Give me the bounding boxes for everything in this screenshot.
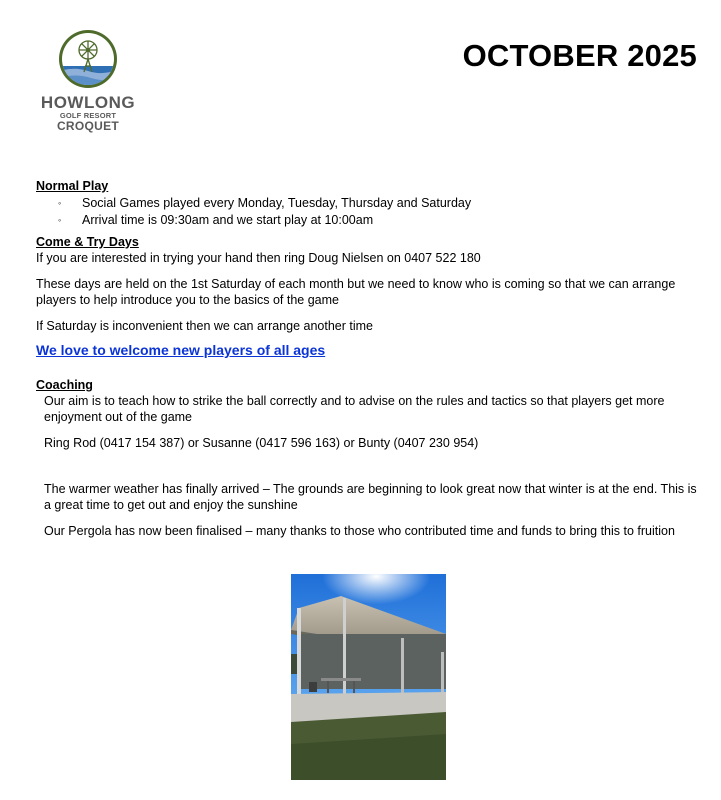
pergola-photo-drawing	[291, 574, 446, 780]
coaching-aim: Our aim is to teach how to strike the ball correctly and to advise on the rules and tactics so that players get more enjoyment out of the game	[44, 394, 665, 424]
bullet-icon: ◦	[58, 198, 62, 208]
club-logo	[36, 28, 140, 133]
list-item	[58, 212, 700, 228]
list-item-text: Arrival time is 09:30am and we start play at 10:00am	[82, 213, 374, 227]
logo-name: HOWLONG	[40, 93, 136, 112]
come-try-schedule: These days are held on the 1st Saturday of each month but we need to know who is coming so that we can arrange players to help introduce you to the basics of the game	[36, 277, 676, 307]
page-title: OCTOBER 2025	[462, 38, 697, 73]
coaching-contacts: Ring Rod (0417 154 387) or Susanne (0417 596 163) or Bunty (0407 230 954)	[44, 436, 479, 450]
come-try-heading: Come & Try Days	[36, 235, 139, 249]
list-item	[58, 195, 700, 211]
weather-paragraph: The warmer weather has finally arrived – The grounds are beginning to look great now that winter is at the end. This is a great time to get out and enjoy the sunshine	[44, 482, 697, 512]
come-try-alternative: If Saturday is inconvenient then we can arrange another time	[36, 319, 374, 333]
news-section	[36, 481, 700, 539]
logo-subtitle: GOLF RESORT	[59, 111, 117, 120]
welcome-link[interactable]: We love to welcome new players of all ages	[36, 342, 326, 358]
newsletter-body	[36, 178, 700, 539]
normal-play-section	[36, 178, 700, 228]
coaching-heading: Coaching	[36, 378, 93, 392]
pergola-photo	[291, 574, 446, 780]
come-try-section	[36, 234, 700, 359]
windmill-emblem-icon	[57, 28, 119, 90]
coaching-section	[36, 377, 700, 451]
pergola-paragraph: Our Pergola has now been finalised – many thanks to those who contributed time and funds to bring this to fruition	[44, 524, 675, 538]
bullet-icon: ◦	[58, 215, 62, 225]
come-try-contact: If you are interested in trying your hand then ring Doug Nielsen on 0407 522 180	[36, 251, 481, 265]
list-item-text: Social Games played every Monday, Tuesday, Thursday and Saturday	[82, 196, 472, 210]
normal-play-list	[36, 195, 700, 228]
logo-croquet: CROQUET	[56, 119, 120, 133]
normal-play-heading: Normal Play	[36, 179, 109, 193]
